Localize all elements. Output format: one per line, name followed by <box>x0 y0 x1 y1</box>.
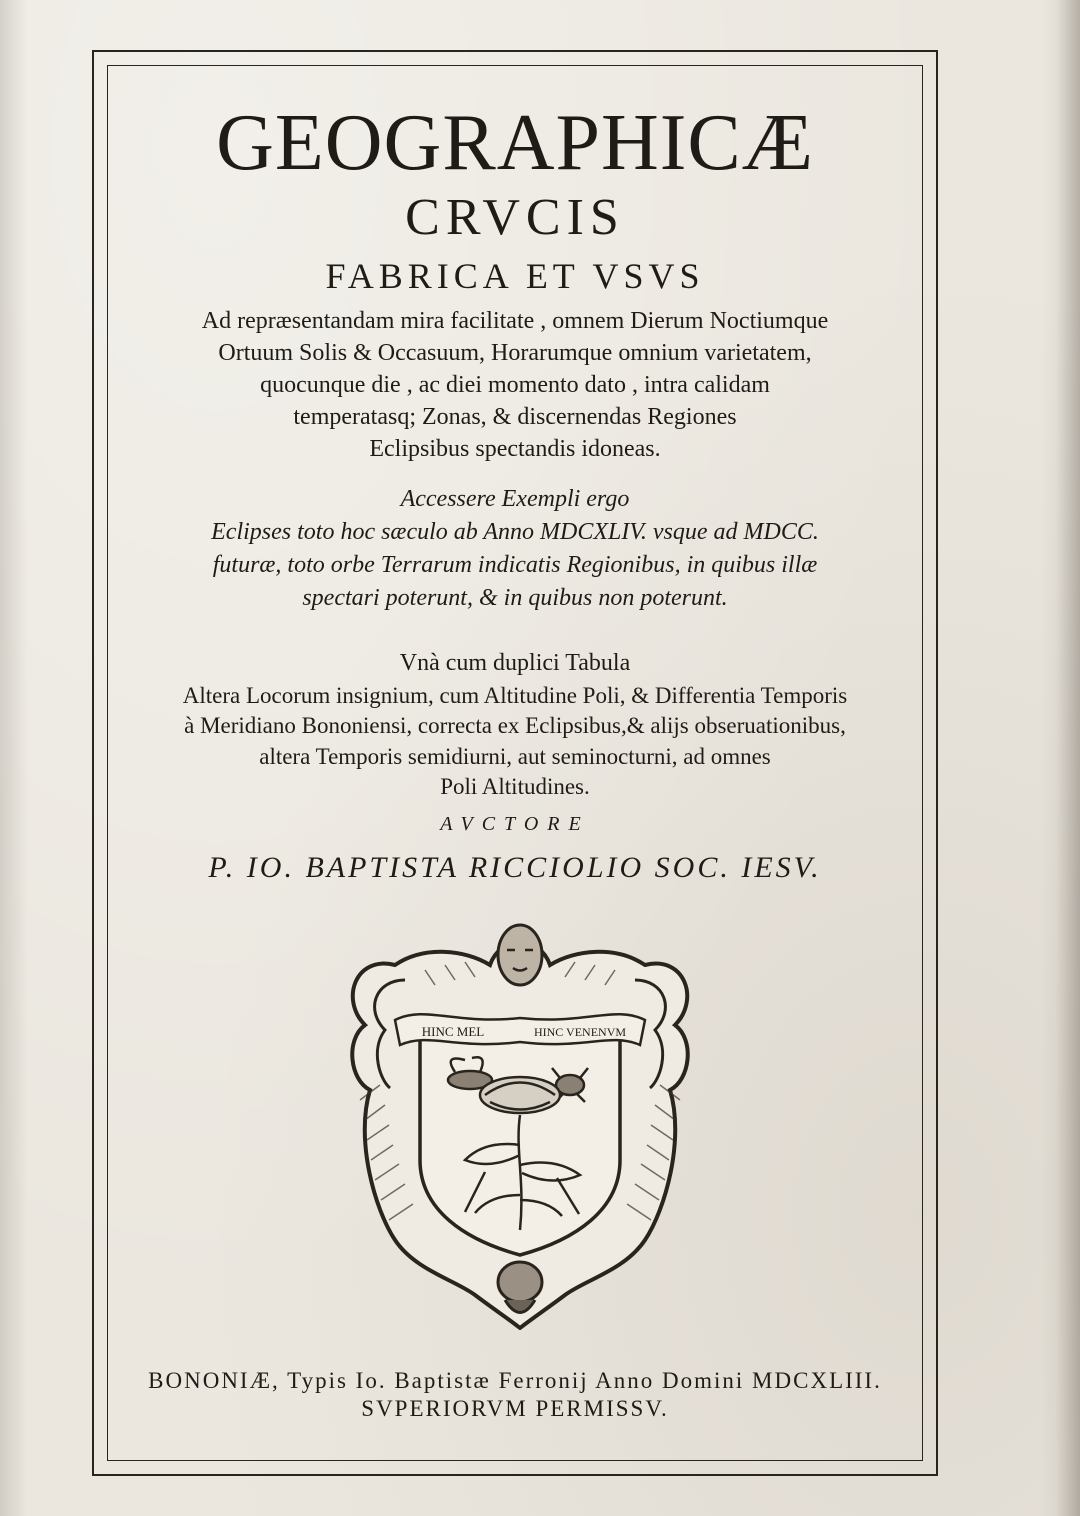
title-line-1: GEOGRAPHICÆ <box>216 99 814 187</box>
printer-emblem <box>335 910 705 1330</box>
tabula-line: à Meridiano Bononiensi, correcta ex Eclipsibus,& alijs obseruationibus, <box>184 713 846 738</box>
tabula-paragraph <box>117 648 913 803</box>
page-edge-shadow <box>1040 0 1080 1516</box>
intro-line: temperatasq; Zonas, & discernendas Regiones <box>293 404 737 430</box>
bottom-mask <box>498 1262 542 1302</box>
title-line-2: CRVCIS <box>405 189 625 246</box>
accessere-line: futuræ, toto orbe Terrarum indicatis Regionibus, in quibus illæ <box>212 552 818 578</box>
banner-text-right: HINC VENENVM <box>533 1025 627 1039</box>
accessere-paragraph <box>117 483 913 615</box>
tabula-line: Poli Altitudines. <box>440 774 590 799</box>
intro-line: Ortuum Solis & Occasuum, Horarumque omnium varietatem, <box>218 340 812 366</box>
intro-line: quocunque die , ac diei momento dato , intra calidam <box>260 372 770 398</box>
mask-face <box>498 925 542 985</box>
tabula-line: Altera Locorum insignium, cum Altitudine Poli, & Differentia Temporis <box>182 682 848 708</box>
banner-text-left: HINC MEL <box>421 1024 485 1039</box>
imprint-line-2: SVPERIORVM PERMISSV. <box>361 1396 669 1421</box>
intro-line: Eclipsibus spectandis idoneas. <box>369 436 661 462</box>
imprint-line-1: BONONIÆ, Typis Io. Baptistæ Ferronij Anno Domini MDCXLIII. <box>148 1368 882 1393</box>
binding-shadow <box>0 0 28 1516</box>
accessere-line: Accessere Exempli ergo <box>400 486 630 512</box>
author-name: P. IO. BAPTISTA RICCIOLIO SOC. IESV. <box>208 851 822 884</box>
intro-paragraph <box>117 305 913 465</box>
title-page-content <box>107 65 923 1461</box>
auctor-label: AVCTORE <box>440 813 590 835</box>
accessere-line: Eclipses toto hoc sæculo ab Anno MDCXLIV. vsque ad MDCC. <box>211 519 819 545</box>
tabula-heading: Vnà cum duplici Tabula <box>399 650 631 676</box>
intro-line: Ad repræsentandam mira facilitate , omnem Dierum Noctiumque <box>201 308 829 334</box>
tabula-line: altera Temporis semidiurni, aut seminocturni, ad omnes <box>259 743 771 769</box>
title-line-3: FABRICA ET VSVS <box>325 256 705 296</box>
accessere-line: spectari poterunt, & in quibus non poterunt. <box>302 585 728 611</box>
imprint <box>107 1367 923 1423</box>
